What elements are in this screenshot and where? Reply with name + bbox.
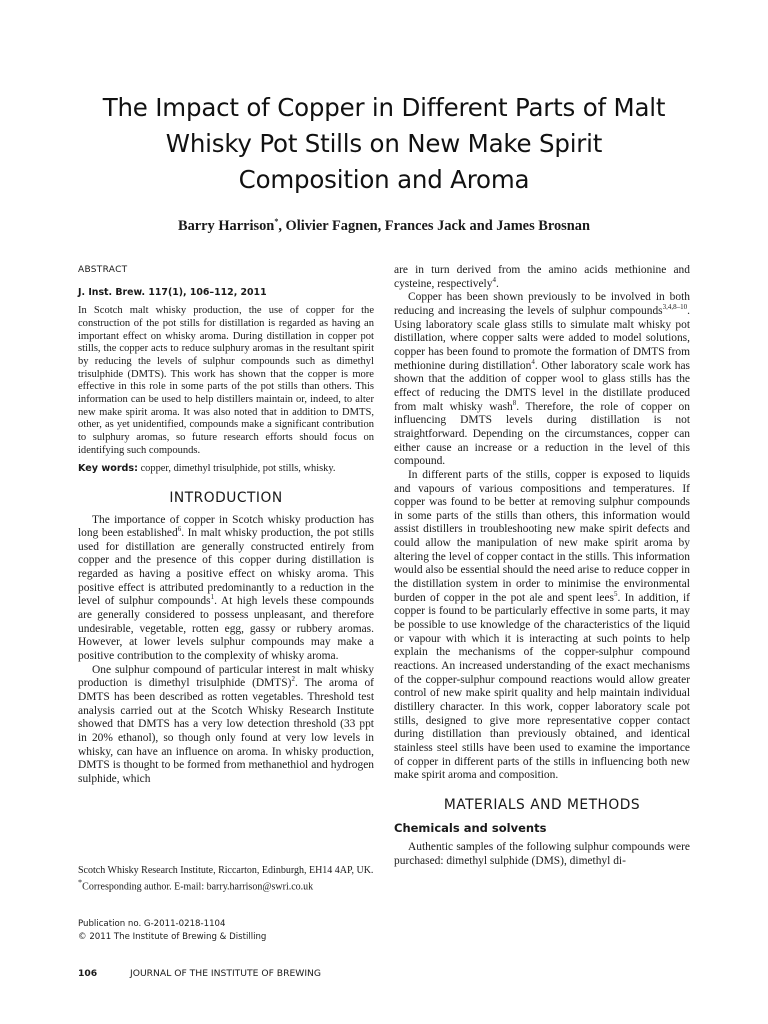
introduction-body [78,514,374,787]
corresponding-author-mark: * [274,217,279,226]
left-column [78,264,374,787]
intro-p1-text-c: . At high levels these compounds are generally considered to possess unpleasant, and therefore undesirable, vegetable, rotten egg, gassy or rubbery aromas. However, at lower levels sulphur compounds may make a positive contribution to the complexity of whisky aroma. [78,595,374,663]
page-number: 106 [78,968,98,979]
intro-p3-text-c: . Other laboratory scale work has shown that the addition of copper wool to glass stills has the effect of reducing the DMTS level in the distillate produced from malt whisky wash [394,359,691,413]
paper-title [80,90,688,198]
footnote-mark: * [78,878,83,888]
affiliation-footnote [78,865,374,894]
intro-p3-text-d: . Therefore, the role of copper on influencing DMTS levels during distillation is not straightforward. Depending on the circumstances, copper can either cause an increase or a reduction in the level of this compound. [394,400,690,468]
intro-p2-text-b: . The aroma of DMTS has been described as rotten vegetables. Threshold test analysis carried out at the Scotch Whisky Research Institute showed that DMTS has a very low detection threshold (33 ppt in 20% ethanol), so though only found at very low levels in whisky, can have an influence on aroma. In whisky production, DMTS is thought to be formed from methanethiol and hydrogen sulphide, which [78,677,374,785]
intro-paragraph-1 [78,514,374,664]
publication-info [78,918,374,944]
first-author: Barry Harrison [177,217,275,234]
abstract-label: ABSTRACT [78,265,128,275]
reference-mark: 4 [492,275,496,284]
title-line-2: Whisky Pot Stills on New Make Spirit [165,129,603,158]
intro-p3-text-b: . Using laboratory scale glass stills to simulate malt whisky pot distillation, where copper salts were added to model solutions, copper has been found to promote the formation of DMTS from methionine during distillation [394,304,690,372]
journal-citation: J. Inst. Brew. 117(1), 106–112, 2011 [78,286,267,298]
affiliation: Scotch Whisky Research Institute, Riccarton, Edinburgh, EH14 4AP, UK. [78,865,374,876]
right-column [394,264,690,869]
reference-mark: 1 [210,593,215,602]
title-line-3: Composition and Aroma [238,165,530,194]
reference-mark: 2 [291,675,295,684]
keywords-list: copper, dimethyl trisulphide, pot stills, whisky. [137,463,336,475]
keywords [78,463,374,476]
title-line-1: The Impact of Copper in Different Parts of Malt [102,93,666,122]
methods-paragraph-1: Authentic samples of the following sulphur compounds were purchased: dimethyl sulphide (DMS), dimethyl di- [394,841,690,867]
publication-number: Publication no. G-2011-0218-1104 [78,919,226,929]
intro-p1-text-b: . In malt whisky production, the pot stills used for distillation are generally constructed entirely from copper and the presence of this copper during distillation is regarded as having a positive effect on whisky aroma. This positive effect is attributed predominantly to a reduction in the level of sulphur compounds [78,527,374,608]
intro-p3-text-a: Copper has been shown previously to be involved in both reducing and increasing the levels of sulphur compounds [394,291,690,317]
keywords-label: Key words: [78,463,138,475]
materials-methods-heading: MATERIALS AND METHODS [443,796,641,813]
intro-paragraph-2 [78,664,374,787]
intro-p4-text-a: In different parts of the stills, copper is exposed to liquids and vapours of various compositions and temperatures. If copper was found to be better at removing sulphur compounds in some parts of the stills than others, this information would assist distillers in troubleshooting new make spirit defects and could allow the manipulation of new make spirit aroma by altering the level of copper contact in the stills. This information would also be essential should the need arise to reduce copper in the distillation system in order to minimise the environmental burden of copper in the pot ale and spent lees [394,468,690,604]
journal-name: JOURNAL OF THE INSTITUTE OF BREWING [130,968,322,979]
intro-paragraph-3 [394,291,690,469]
copyright: © 2011 The Institute of Brewing & Distilling [78,931,267,942]
corresponding-text: Corresponding author. E-mail: barry.harrison@swri.co.uk [82,881,314,893]
intro-p2-text-a: One sulphur compound of particular interest in malt whisky production is dimethyl trisulphide (DMTS) [78,663,374,690]
author-list [60,217,708,235]
reference-mark: 5 [614,589,618,598]
abstract-text: In Scotch malt whisky production, the use of copper for the construction of the pot stills for distillation is regarded as having an important effect on whisky aroma. During distillation in copper pot stills, the copper acts to reduce sulphury aromas in the resultant spirit by reducing the levels of sulphur compounds such as dimethyl trisulphide (DMTS). This work has shown that the copper is more effective in this role in some parts of the pot stills than others. This information can be used to help distillers maintain or, indeed, to alter new make spirit aroma. It was also noted that in addition to DMTS, other, as yet unidentified, compounds make a significant contribution to sulphury aromas, so future research efforts should focus on identifying such compounds. [78,305,374,456]
intro-p4-text-b: . In addition, if copper is found to be particularly effective in some parts, it may be possible to use knowledge of the characteristics of the liquid or vapour with which it is interacting at such points to help explain the mechanisms of the copper-sulphur compound reactions. An increased understanding of the exact mechanisms of the copper-sulphur compound reactions would allow greater control of new make spirit quality and help maintain individual distillery character. In this work, copper laboratory scale pot stills, designed to give more representative copper contact during distillation than previously obtained, and identical stainless steel stills have been used to examine the importance of copper in different parts of the stills in influencing both new make spirit aroma and composition. [394,591,690,782]
reference-mark: 8 [512,398,517,407]
intro-p2-cont-text: are in turn derived from the amino acids methionine and cysteine, respectively [394,264,690,290]
intro-p1-text-a: The importance of copper in Scotch whisky production has long been established [78,513,374,540]
reference-mark: 3,4,8–10 [662,303,688,312]
reference-mark: 4 [531,357,535,366]
chemicals-subheading: Chemicals and solvents [394,820,547,835]
page-footer [78,968,478,979]
reference-mark: 6 [177,525,182,534]
intro-p2-continued [394,264,690,291]
other-authors: , Olivier Fagnen, Frances Jack and James Brosnan [278,217,590,234]
intro-p2-cont-end: . [495,277,499,290]
introduction-heading: INTRODUCTION [169,489,283,506]
corresponding-author [78,877,374,894]
intro-paragraph-4 [394,469,690,783]
